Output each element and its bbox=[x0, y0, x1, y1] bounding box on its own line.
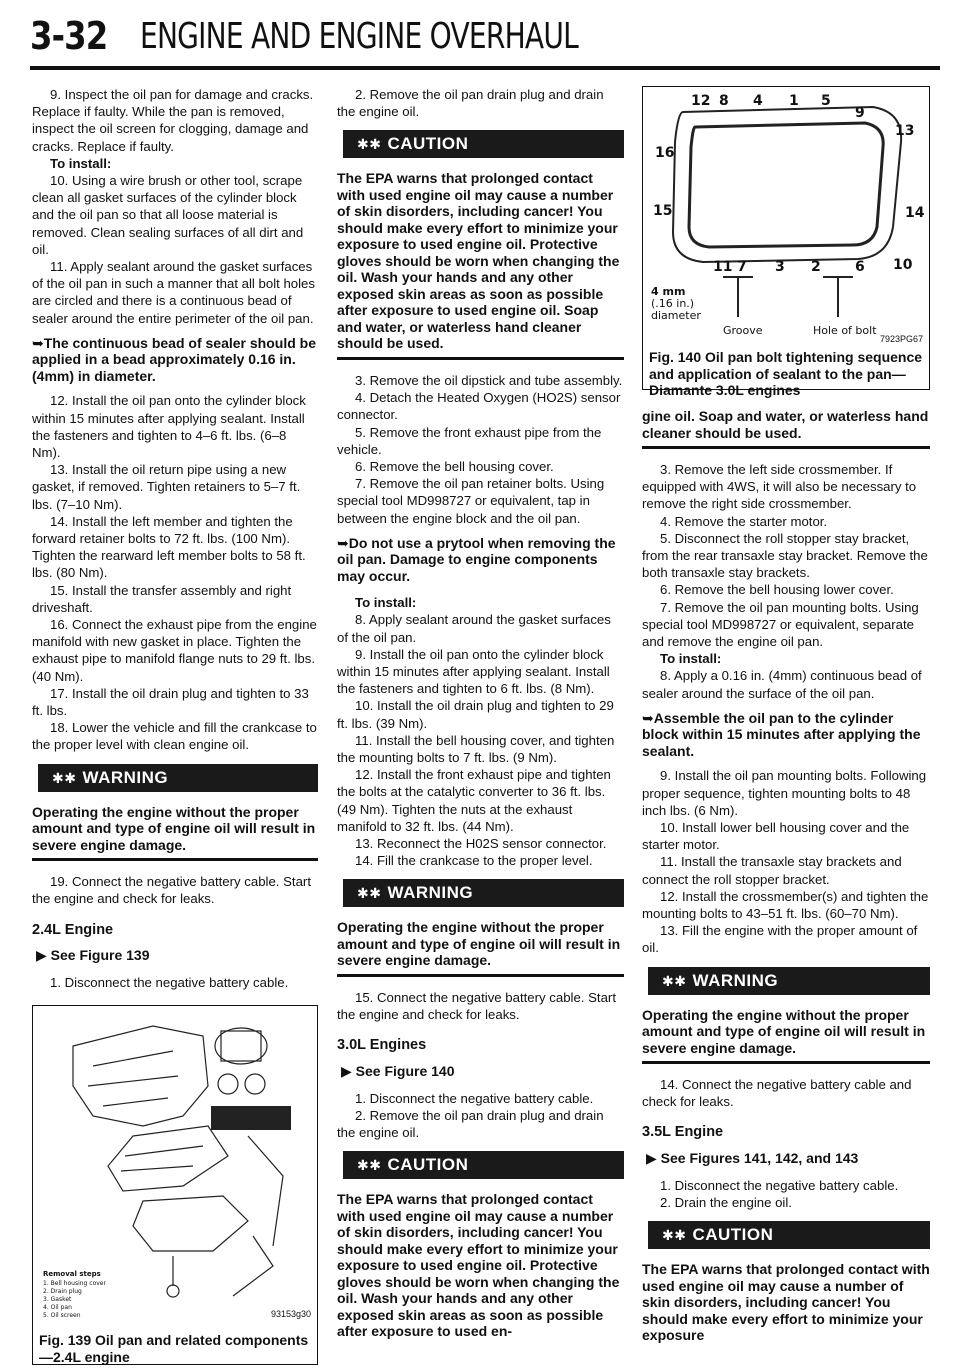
svg-text:4: 4 bbox=[753, 93, 763, 109]
note-arrow-icon: ➥ bbox=[32, 334, 44, 351]
step-4: 4. Remove the starter motor. bbox=[660, 513, 828, 529]
svg-text:13: 13 bbox=[895, 123, 915, 139]
step-15: 15. Install the transfer assembly and right driveshaft. bbox=[32, 582, 292, 615]
step-11: 11. Install the transaxle stay brackets and connect the roll stopper bracket. bbox=[642, 854, 902, 887]
step-13: 13. Install the oil return pipe using a new gasket, if removed. Tighten retainers to 5–7 ft. lbs. (7–10 Nm). bbox=[32, 462, 301, 512]
svg-text:14: 14 bbox=[905, 205, 925, 221]
step-9: 9. Inspect the oil pan for damage and cracks. Replace if faulty. While the pan is removed, inspect the oil screen for clogging, damage and cracks. Replace if faulty. bbox=[32, 87, 314, 154]
oil-pan-bolt-sequence-diagram bbox=[643, 87, 929, 337]
figure-caption: Fig. 139 Oil pan and related components—2.4L engine bbox=[39, 1332, 309, 1365]
note-arrow-icon: ➥ bbox=[642, 709, 654, 726]
caution-icon: ✱✱ bbox=[357, 136, 382, 153]
step-10: 10. Install lower bell housing cover and the starter motor. bbox=[642, 819, 910, 853]
warning-text: Operating the engine without the proper amount and type of engine oil will result in severe engine damage. bbox=[337, 919, 621, 969]
column-2 bbox=[337, 86, 624, 1342]
note: ➥Assemble the oil pan to the cylinder block within 15 minutes after applying the sealant. bbox=[642, 709, 921, 759]
svg-text:8: 8 bbox=[719, 93, 729, 109]
step-12: 12. Install the front exhaust pipe and tighten the bolts at the catalytic converter to 36 ft. lbs. (49 Nm). Tighten the nuts at the exhaust manifold to 32 ft. lbs. (44 Nm). bbox=[337, 767, 611, 834]
arrow-icon: ▶ bbox=[341, 1062, 356, 1079]
step-2: 2. Remove the oil pan drain plug and drain the engine oil. bbox=[337, 1108, 604, 1141]
svg-text:5. Oil screen: 5. Oil screen bbox=[43, 1312, 81, 1320]
mm-label: 4 mm bbox=[651, 285, 686, 298]
to-install-heading: To install: bbox=[50, 155, 112, 171]
step-17: 17. Install the oil drain plug and tighten to 33 ft. lbs. bbox=[32, 685, 309, 718]
warning-text: Operating the engine without the proper amount and type of engine oil will result in severe engine damage. bbox=[642, 1006, 926, 1056]
svg-text:11: 11 bbox=[713, 259, 733, 275]
step-8: 8. Apply a 0.16 in. (4mm) continuous bead of sealer around the surface of the oil pan. bbox=[642, 668, 922, 701]
step-2: 2. Drain the engine oil. bbox=[660, 1195, 792, 1211]
in-label: (.16 in.) bbox=[651, 297, 695, 310]
svg-text:3: 3 bbox=[775, 259, 785, 275]
step-8: 8. Apply sealant around the gasket surfaces of the oil pan. bbox=[337, 612, 611, 645]
header-rule bbox=[30, 66, 940, 70]
caution-banner: ✱✱ CAUTION bbox=[648, 1221, 930, 1249]
warning-icon: ✱✱ bbox=[357, 885, 382, 902]
step-15: 15. Connect the negative battery cable. Start the engine and check for leaks. bbox=[337, 989, 616, 1023]
caution-banner: ✱✱ CAUTION bbox=[343, 130, 624, 158]
step-5: 5. Remove the front exhaust pipe from the vehicle. bbox=[337, 424, 602, 457]
warning-icon: ✱✱ bbox=[52, 769, 77, 786]
svg-text:10: 10 bbox=[893, 257, 913, 273]
figure-139 bbox=[32, 1005, 318, 1365]
step-6: 6. Remove the bell housing cover. bbox=[355, 458, 554, 474]
step-13: 13. Fill the engine with the proper amount of oil. bbox=[642, 923, 918, 956]
step-7: 7. Remove the oil pan retainer bolts. Using special tool MD998727 or equivalent, tap in between the engine block and the oil pan. bbox=[337, 476, 605, 526]
column-1 bbox=[32, 86, 318, 1365]
caution-icon: ✱✱ bbox=[662, 1227, 687, 1244]
step-13: 13. Reconnect the H02S sensor connector. bbox=[355, 836, 607, 852]
step-16: 16. Connect the exhaust pipe from the engine manifold with new gasket in place. Tighten the exhaust pipe to manifold flange nuts to 29 ft. lbs. (40 Nm). bbox=[32, 616, 317, 684]
divider bbox=[32, 858, 318, 861]
svg-text:2: 2 bbox=[811, 259, 821, 275]
divider bbox=[337, 357, 624, 360]
svg-text:2. Drain plug: 2. Drain plug bbox=[43, 1288, 82, 1296]
hole-label: Hole of bolt bbox=[813, 324, 877, 337]
svg-text:9: 9 bbox=[855, 105, 865, 121]
page-header bbox=[30, 14, 940, 62]
step-11: 11. Apply sealant around the gasket surfaces of the oil pan in such a manner that all bolt holes are circled and there is a continuous bead of sealer around the entire perimeter of the oil pan. bbox=[32, 259, 315, 326]
to-install-heading: To install: bbox=[660, 651, 722, 667]
arrow-icon: ▶ bbox=[36, 946, 51, 963]
divider bbox=[337, 974, 624, 977]
warning-text: Operating the engine without the proper amount and type of engine oil will result in severe engine damage. bbox=[32, 803, 316, 853]
warning-icon: ✱✱ bbox=[662, 972, 687, 989]
figure-code: 7923PG67 bbox=[879, 334, 923, 344]
step-18: 18. Lower the vehicle and fill the crankcase to the proper level with clean engine oil. bbox=[32, 720, 317, 753]
chapter-title: ENGINE AND ENGINE OVERHAUL bbox=[140, 16, 578, 57]
svg-text:6: 6 bbox=[855, 259, 865, 275]
figure-reference: ▶ See Figure 140 bbox=[341, 1062, 455, 1079]
note-arrow-icon: ➥ bbox=[337, 534, 349, 551]
oil-pan-exploded-diagram bbox=[33, 1006, 317, 1326]
warning-banner: ✱✱ WARNING bbox=[38, 764, 318, 792]
step-19: 19. Connect the negative battery cable. Start the engine and check for leaks. bbox=[32, 874, 311, 907]
figure-reference: ▶ See Figure 139 bbox=[36, 946, 150, 963]
step-12: 12. Install the crossmember(s) and tighten the mounting bolts to 43–51 ft. lbs. (60–70 Nm). bbox=[642, 888, 929, 921]
step-14: 14. Fill the crankcase to the proper level. bbox=[355, 853, 593, 869]
column-3 bbox=[642, 86, 930, 1346]
figure-reference: ▶ See Figures 141, 142, and 143 bbox=[646, 1149, 859, 1166]
svg-text:Removal steps: Removal steps bbox=[43, 1270, 101, 1279]
arrow-icon: ▶ bbox=[646, 1149, 661, 1166]
step-6: 6. Remove the bell housing lower cover. bbox=[660, 582, 894, 598]
caution-icon: ✱✱ bbox=[357, 1157, 382, 1174]
divider bbox=[642, 446, 930, 449]
step-14: 14. Install the left member and tighten the forward retainer bolts to 72 ft. lbs. (100 Nm). Tighten the rearward left member bolts to 58 ft. lbs. (80 Nm). bbox=[32, 513, 306, 581]
step-2: 2. Remove the oil pan drain plug and drain the engine oil. bbox=[337, 87, 604, 120]
groove-label: Groove bbox=[723, 324, 763, 337]
section-heading: 3.5L Engine bbox=[642, 1124, 724, 1141]
step-9: 9. Install the oil pan mounting bolts. Following proper sequence, tighten mounting bolts to 48 inch lbs. (6 Nm). bbox=[642, 768, 927, 818]
caution-text: The EPA warns that prolonged contact with used engine oil may cause a number of skin disorders, including cancer! You should make every effort to minimize your exposure to used engine oil. Protective gloves should be worn when changing the oil. Wash your hands and any other exposed skin areas as soon as possible after exposure to used engine oil. Soap and water, or waterless hand cleaner should be used. bbox=[337, 170, 620, 352]
step-3: 3. Remove the oil dipstick and tube assembly. bbox=[355, 372, 623, 388]
caution-text: The EPA warns that prolonged contact with used engine oil may cause a number of skin disorders, including cancer! You should make every effort to minimize your exposure bbox=[642, 1261, 930, 1344]
step-3: 3. Remove the left side crossmember. If equipped with 4WS, it will also be necessary to remove the right side crossmember. bbox=[642, 462, 917, 512]
warning-banner: ✱✱ WARNING bbox=[343, 879, 624, 907]
divider bbox=[642, 1061, 930, 1064]
caution-banner: ✱✱ CAUTION bbox=[343, 1151, 624, 1179]
svg-text:7: 7 bbox=[737, 259, 747, 275]
step-1: 1. Disconnect the negative battery cable. bbox=[355, 1090, 594, 1106]
note: ➥Do not use a prytool when removing the oil pan. Damage to engine components may occur. bbox=[337, 534, 616, 584]
warning-banner: ✱✱ WARNING bbox=[648, 967, 930, 995]
svg-text:3. Gasket: 3. Gasket bbox=[43, 1296, 72, 1304]
svg-text:5: 5 bbox=[821, 93, 831, 109]
diameter-label: diameter bbox=[651, 309, 701, 322]
svg-text:12: 12 bbox=[691, 93, 711, 109]
section-heading: 2.4L Engine bbox=[32, 921, 114, 938]
note: ➥The continuous bead of sealer should be applied in a bead approximately 0.16 in. (4mm) in diameter. bbox=[32, 334, 316, 384]
svg-text:4. Oil pan: 4. Oil pan bbox=[43, 1304, 72, 1312]
to-install-heading: To install: bbox=[355, 595, 417, 611]
step-12: 12. Install the oil pan onto the cylinder block within 15 minutes after applying sealant. Install the fasteners and tighten to 4–6 ft. lbs. (6–8 Nm). bbox=[32, 393, 306, 460]
section-heading: 3.0L Engines bbox=[337, 1037, 427, 1054]
step-1: 1. Disconnect the negative battery cable. bbox=[660, 1177, 899, 1193]
step-4: 4. Detach the Heated Oxygen (HO2S) sensor connector. bbox=[337, 390, 621, 423]
figure-code: 93153g30 bbox=[270, 1309, 311, 1320]
svg-text:16: 16 bbox=[655, 145, 675, 161]
step-9: 9. Install the oil pan onto the cylinder block within 15 minutes after applying sealant. Install the fasteners and tighten to 6 ft. lbs. (8 Nm). bbox=[337, 646, 610, 697]
step-7: 7. Remove the oil pan mounting bolts. Using special tool MD998727 or equivalent, separate and remove the engine oil pan. bbox=[642, 599, 919, 650]
page-number: 3-32 bbox=[30, 14, 108, 58]
svg-text:1: 1 bbox=[789, 93, 799, 109]
figure-caption: Fig. 140 Oil pan bolt tightening sequence and application of sealant to the pan—Diamante 3.0L engines bbox=[649, 349, 923, 399]
step-1: 1. Disconnect the negative battery cable. bbox=[50, 974, 289, 990]
svg-text:15: 15 bbox=[653, 203, 673, 219]
caution-continued: gine oil. Soap and water, or waterless hand cleaner should be used. bbox=[642, 408, 929, 441]
step-11: 11. Install the bell housing cover, and tighten the mounting bolts to 7 ft. lbs. (9 Nm). bbox=[337, 732, 615, 766]
step-5: 5. Disconnect the roll stopper stay bracket, from the rear transaxle stay bracket. Remove the both transaxle stay brackets. bbox=[642, 530, 928, 581]
caution-text: The EPA warns that prolonged contact with used engine oil may cause a number of skin disorders, including cancer! You should make every effort to minimize your exposure to used engine oil. Protective gloves should be worn when changing the oil. Wash your hands and any other exposed skin areas as soon as possible after exposure to used en- bbox=[337, 1191, 620, 1340]
step-10: 10. Using a wire brush or other tool, scrape clean all gasket surfaces of the cylinder block and the oil pan so that all loose material is removed. Clean sealing surfaces of all dirt and oil. bbox=[32, 173, 304, 257]
step-10: 10. Install the oil drain plug and tighten to 29 ft. lbs. (39 Nm). bbox=[337, 698, 614, 731]
svg-text:1. Bell housing cover: 1. Bell housing cover bbox=[43, 1280, 106, 1288]
figure-140 bbox=[642, 86, 930, 399]
step-14: 14. Connect the negative battery cable and check for leaks. bbox=[642, 1077, 912, 1110]
